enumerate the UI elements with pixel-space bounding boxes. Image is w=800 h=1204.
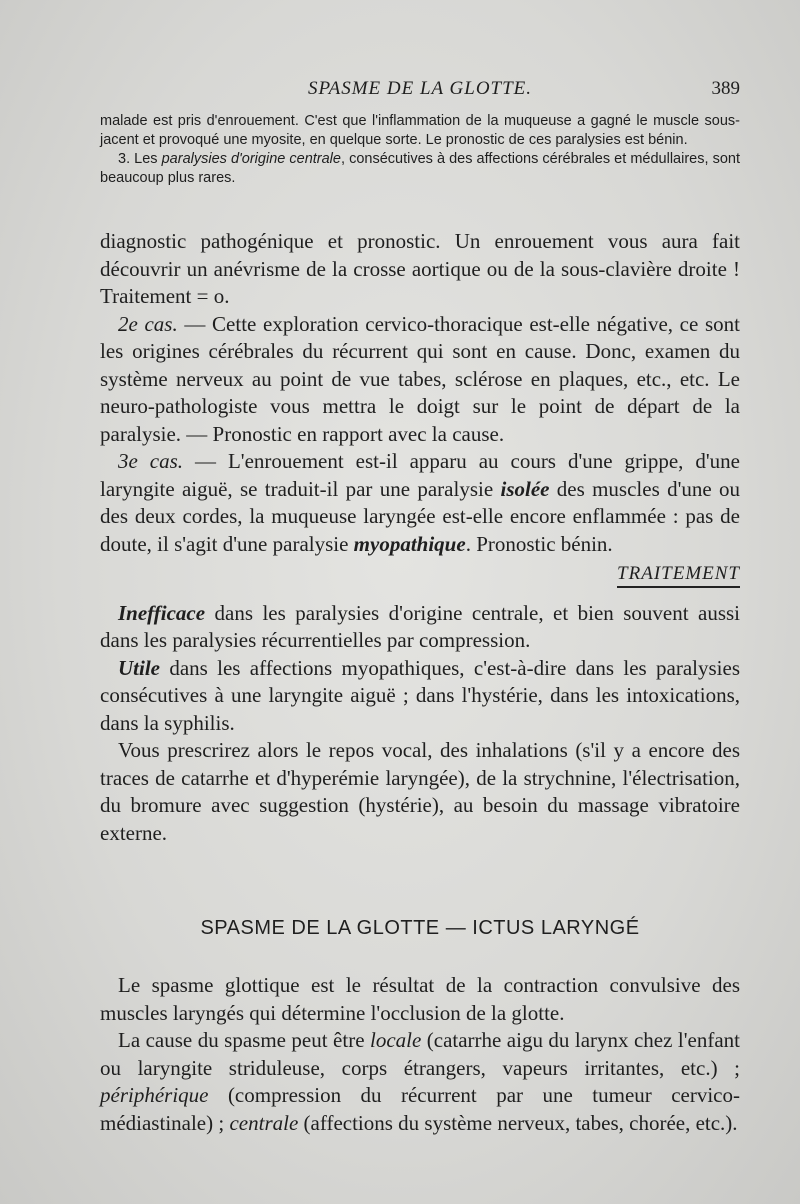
main-text bbox=[100, 228, 740, 847]
definition-text: Le spasme glottique est le résultat de la contraction convulsive des muscles laryngés qui détermine l'occlusion de la glotte. bbox=[100, 973, 740, 1025]
footnote-item-3-prefix: 3. Les bbox=[118, 151, 162, 167]
footnote-paragraph bbox=[100, 112, 740, 150]
paragraph-utile bbox=[100, 655, 740, 738]
paragraph-definition bbox=[100, 972, 740, 1027]
paragraph-inefficace bbox=[100, 600, 740, 655]
causes-text-a: La cause du spasme peut être bbox=[118, 1028, 370, 1052]
utile-text: dans les affections myopathiques, c'est-à-dire dans les paralysies consécutives à une laryngite aiguë ; dans l'hystérie, dans les intoxications, dans la syphilis. bbox=[100, 655, 740, 735]
case-3-text-b: des muscles d'une ou des deux cordes, la muqueuse laryngée est-elle encore enflammée : pas de doute, il s'agit d'une paralysie bbox=[100, 476, 740, 556]
running-title: SPASME DE LA GLOTTE. bbox=[307, 78, 533, 99]
causes-italic-centrale: centrale bbox=[229, 1110, 299, 1135]
case-3-text-c: . Pronostic bénin. bbox=[465, 531, 613, 556]
case-2-label: 2e cas. bbox=[118, 311, 178, 336]
chapter-text bbox=[100, 972, 740, 1137]
inefficace-text: dans les paralysies d'origine centrale, et bien souvent aussi dans les paralysies récurrentielles par compression. bbox=[100, 600, 740, 652]
case-3-bold-myopathique: myopathique bbox=[353, 531, 466, 556]
footnote-block bbox=[100, 112, 740, 188]
section-heading-text: TRAITEMENT bbox=[617, 563, 740, 588]
paragraph-prescription bbox=[100, 737, 740, 847]
footnote-item-3-italic: paralysies d'origine centrale bbox=[161, 151, 341, 167]
chapter-title: SPASME DE LA GLOTTE — ICTUS LARYNGÉ bbox=[200, 917, 640, 939]
paragraph-case-2 bbox=[100, 311, 740, 449]
prescription-text: Vous prescrirez alors le repos vocal, des inhalations (s'il y a encore des traces de catarrhe et d'hyperémie laryngée), de la strychnine, l'électrisation, du bromure avec suggestion (hystérie), au besoin du massage vibratoire externe. bbox=[100, 738, 740, 845]
causes-italic-peripherique: périphérique bbox=[100, 1083, 209, 1107]
case-3-text-a: — L'enrouement est-il apparu au cours d'une grippe, d'une laryngite aiguë, se traduit-il par une paralysie bbox=[100, 449, 740, 501]
causes-text-b: (catarrhe aigu du larynx chez l'enfant ou laryngite striduleuse, corps étrangers, vapeurs irritantes, etc.) ; bbox=[100, 1028, 740, 1080]
case-2-text: — Cette exploration cervico-thoracique est-elle négative, ce sont les origines cérébrales du récurrent qui sont en cause. Donc, examen du système nerveux au point de vue tabes, sclérose en plaques, etc., etc. Le neuro-pathologiste vous mettra le doigt sur le point de départ de la paralysie. — Pronostic en rapport avec la cause. bbox=[100, 311, 740, 446]
footnote-item-3 bbox=[100, 150, 740, 188]
section-heading-traitement bbox=[100, 560, 740, 588]
footnote-text: malade est pris d'enrouement. C'est que l'inflammation de la muqueuse a gagné le muscle sous-jacent et provoqué une myosite, en quelque sorte. Le pronostic de ces paralysies est bénin. bbox=[100, 113, 740, 148]
inefficace-label: Inefficace bbox=[118, 600, 206, 625]
causes-italic-locale: locale bbox=[369, 1028, 422, 1052]
page-number: 389 bbox=[711, 78, 740, 99]
utile-label: Utile bbox=[118, 655, 160, 680]
paragraph-case-3 bbox=[100, 448, 740, 558]
footnote-item-3-rest: , consécutives à des affections cérébrales et médullaires, sont beaucoup plus rares. bbox=[100, 151, 740, 186]
causes-text-d: (affections du système nerveux, tabes, chorée, etc.). bbox=[298, 1110, 738, 1135]
case-3-label: 3e cas. bbox=[118, 449, 184, 473]
paragraph-diagnostic bbox=[100, 228, 740, 311]
causes-text-c: (compression du récurrent par une tumeur cervico-médiastinale) ; bbox=[100, 1083, 740, 1135]
paragraph-diagnostic-text: diagnostic pathogénique et pronostic. Un enrouement vous aura fait découvrir un anévrisme de la crosse aortique ou de la sous-clavière droite ! Traitement = o. bbox=[100, 229, 740, 308]
case-3-bold-isolee: isolée bbox=[500, 476, 550, 501]
page-header bbox=[100, 78, 740, 106]
paragraph-causes bbox=[100, 1027, 740, 1137]
